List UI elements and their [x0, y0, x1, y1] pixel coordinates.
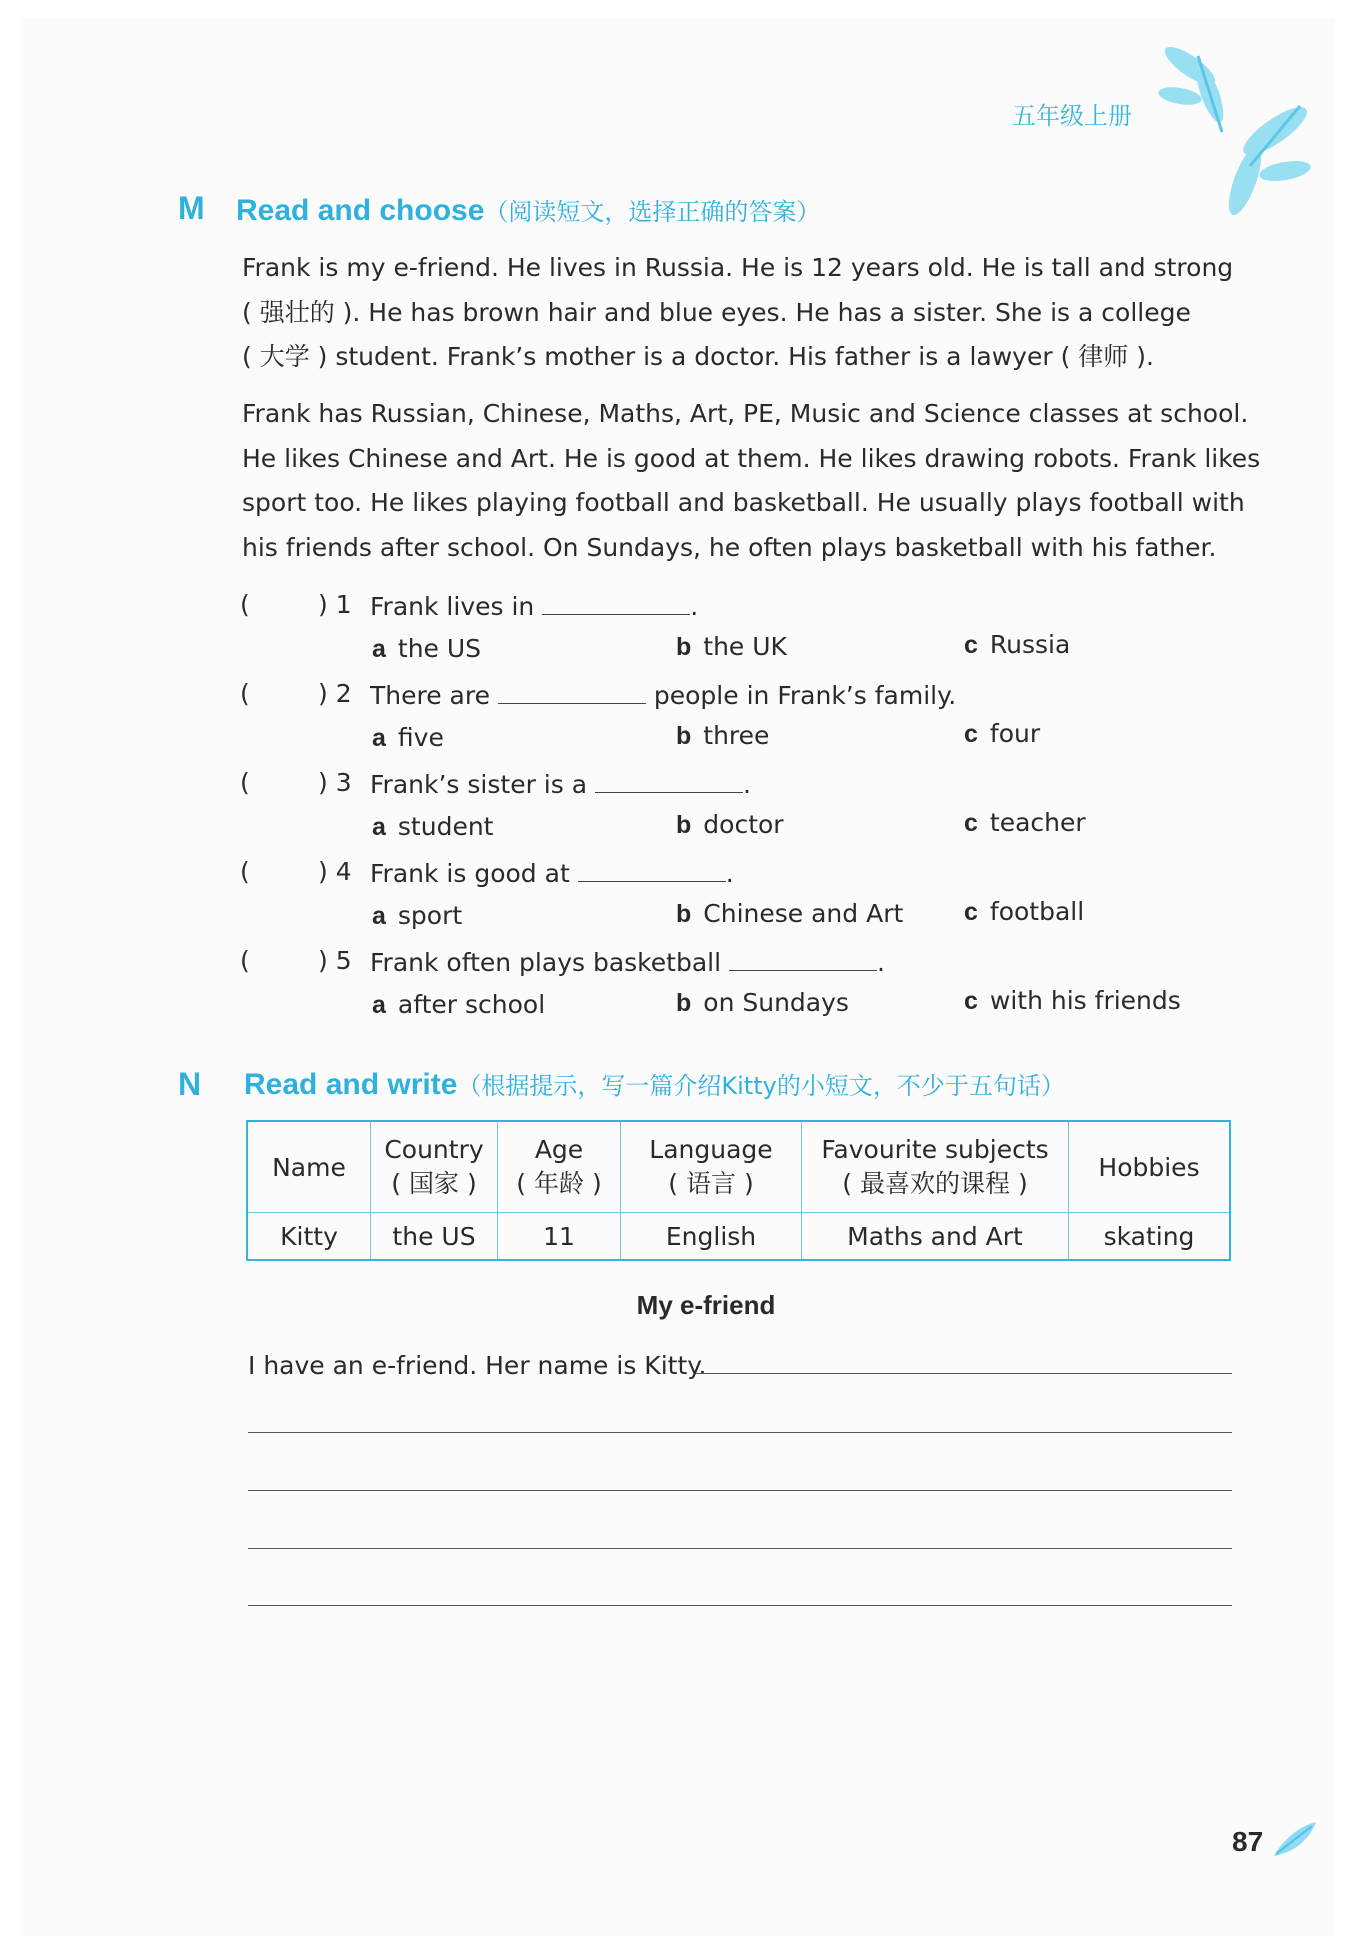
- writing-line[interactable]: [696, 1373, 1232, 1374]
- option-b[interactable]: b doctor: [676, 810, 784, 839]
- passage-paragraph-1: [242, 246, 1242, 380]
- option-a[interactable]: a after school: [372, 990, 546, 1019]
- page-number: 87: [1232, 1826, 1264, 1857]
- question-stem: There are people in Frank’s family.: [370, 681, 957, 710]
- option-c[interactable]: c teacher: [964, 808, 1086, 837]
- passage-line: ( 强壮的 ). He has brown hair and blue eyes. He has a sister. She is a college: [242, 297, 1191, 327]
- table-header-row: [247, 1121, 1230, 1213]
- answer-bracket-open[interactable]: (: [240, 590, 250, 619]
- question-stem: Frank is good at .: [370, 859, 734, 888]
- question-number: ) 2: [318, 679, 352, 708]
- writing-line[interactable]: [248, 1605, 1232, 1606]
- table-header-cell: Age ( 年龄 ): [498, 1121, 621, 1213]
- table-cell: Maths and Art: [802, 1213, 1069, 1261]
- passage-line: Frank has Russian, Chinese, Maths, Art, PE, Music and Science classes at school.: [242, 399, 1249, 428]
- section-title-m-cn: （阅读短文，选择正确的答案）: [484, 198, 821, 226]
- table-header-cell: Language ( 语言 ): [621, 1121, 802, 1213]
- option-a[interactable]: a five: [372, 723, 444, 752]
- table-cell: the US: [371, 1213, 498, 1261]
- answer-bracket-open[interactable]: (: [240, 679, 250, 708]
- answer-blank[interactable]: [498, 679, 646, 704]
- section-title-n: [244, 1066, 1065, 1102]
- table-cell: 11: [498, 1213, 621, 1261]
- writing-line[interactable]: [248, 1490, 1232, 1491]
- passage-line: Frank is my e-friend. He lives in Russia. He is 12 years old. He is tall and strong: [242, 253, 1234, 282]
- table-header-cell: Name: [247, 1121, 371, 1213]
- section-title-n-cn: （根据提示，写一篇介绍Kitty的小短文，不少于五句话）: [457, 1072, 1065, 1100]
- passage-line: ( 大学 ) student. Frank’s mother is a doctor. His father is a lawyer ( 律师 ).: [242, 342, 1154, 371]
- section-letter-n: N: [178, 1066, 202, 1102]
- option-b[interactable]: b Chinese and Art: [676, 899, 904, 928]
- question-number: ) 5: [318, 946, 352, 975]
- answer-blank[interactable]: [542, 590, 690, 615]
- option-c[interactable]: c with his friends: [964, 986, 1181, 1015]
- option-a[interactable]: a the US: [372, 634, 482, 663]
- question-stem: Frank often plays basketball .: [370, 948, 885, 977]
- answer-blank[interactable]: [595, 768, 743, 793]
- answer-blank[interactable]: [578, 857, 726, 882]
- passage-line: He likes Chinese and Art. He is good at them. He likes drawing robots. Frank likes: [242, 443, 1261, 473]
- question-stem: Frank lives in .: [370, 592, 699, 621]
- leaf-icon: [1270, 1818, 1318, 1862]
- passage-paragraph-2: [242, 392, 1261, 570]
- dragonfly-icon: [1150, 36, 1320, 226]
- option-a[interactable]: a sport: [372, 901, 463, 930]
- essay-title: My e-friend: [636, 1290, 776, 1320]
- option-c[interactable]: c Russia: [964, 630, 1071, 659]
- table-cell: skating: [1069, 1213, 1231, 1261]
- table-header-cell: Favourite subjects ( 最喜欢的课程 ): [802, 1121, 1069, 1213]
- table-cell: Kitty: [247, 1213, 371, 1261]
- option-c[interactable]: c football: [964, 897, 1085, 926]
- table-header-cell: Country ( 国家 ): [371, 1121, 498, 1213]
- table-cell: English: [621, 1213, 802, 1261]
- option-b[interactable]: b three: [676, 721, 770, 750]
- question-number: ) 3: [318, 768, 352, 797]
- section-letter-m: M: [178, 190, 205, 226]
- option-a[interactable]: a student: [372, 812, 494, 841]
- info-table: [246, 1120, 1231, 1261]
- question-number: ) 4: [318, 857, 352, 886]
- option-b[interactable]: b the UK: [676, 632, 787, 661]
- writing-line[interactable]: [248, 1548, 1232, 1549]
- passage-line: sport too. He likes playing football and basketball. He usually plays football with: [242, 488, 1245, 517]
- writing-line[interactable]: [248, 1432, 1232, 1433]
- section-title-m: [236, 192, 820, 228]
- table-row: [247, 1213, 1230, 1261]
- grade-label: 五年级上册: [1012, 102, 1132, 130]
- section-title-n-en: Read and write: [244, 1068, 458, 1101]
- passage-line: his friends after school. On Sundays, he often plays basketball with his father.: [242, 532, 1217, 562]
- answer-blank[interactable]: [729, 946, 877, 971]
- section-title-m-en: Read and choose: [236, 194, 485, 227]
- option-c[interactable]: c four: [964, 719, 1041, 748]
- option-b[interactable]: b on Sundays: [676, 988, 849, 1017]
- answer-bracket-open[interactable]: (: [240, 946, 250, 975]
- essay-opening-sentence: I have an e-friend. Her name is Kitty.: [248, 1351, 707, 1380]
- table-header-cell: Hobbies: [1069, 1121, 1231, 1213]
- answer-bracket-open[interactable]: (: [240, 768, 250, 797]
- question-stem: Frank’s sister is a .: [370, 770, 751, 799]
- answer-bracket-open[interactable]: (: [240, 857, 250, 886]
- question-number: ) 1: [318, 590, 352, 619]
